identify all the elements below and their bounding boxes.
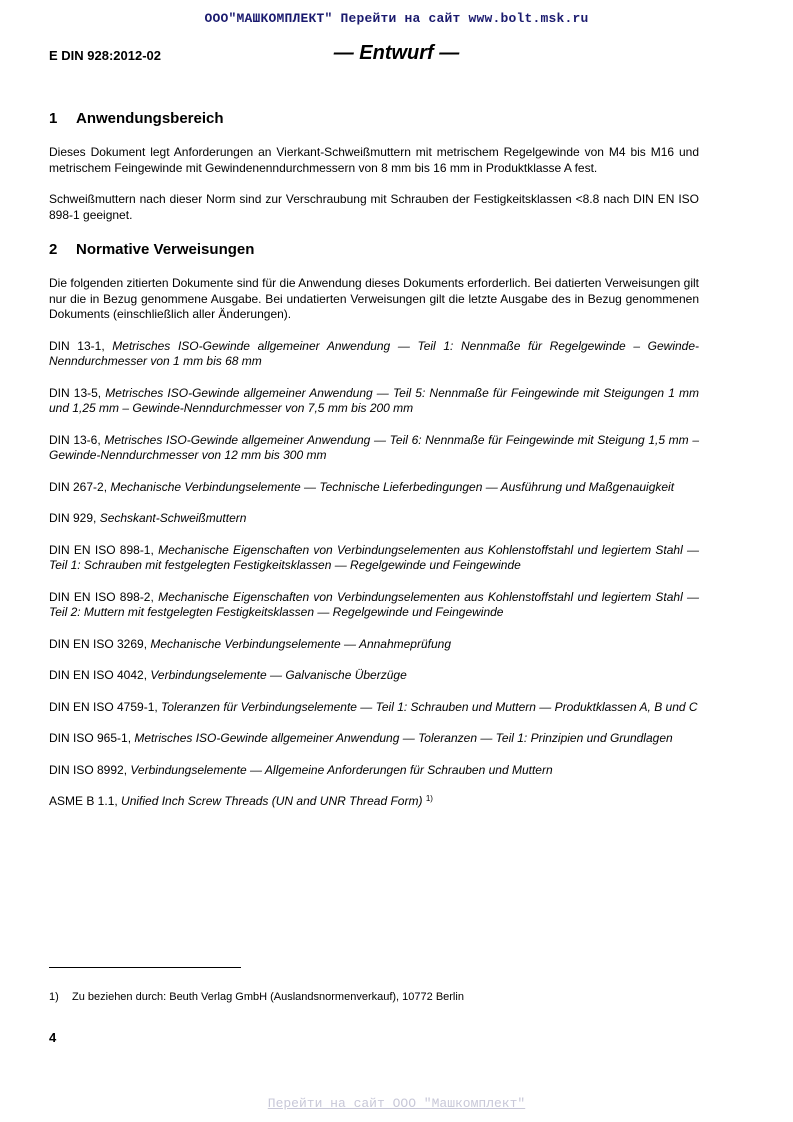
footnote: [49, 991, 464, 1003]
footnote-text: Zu beziehen durch: Beuth Verlag GmbH (Auslandsnormenverkauf), 10772 Berlin: [72, 991, 464, 1003]
reference-item: [49, 543, 699, 574]
reference-code: DIN EN ISO 4759-1,: [49, 699, 162, 714]
reference-item: [49, 386, 699, 417]
reference-code: DIN EN ISO 3269,: [49, 636, 151, 651]
reference-code: DIN 13-5,: [49, 385, 106, 400]
reference-item: [49, 794, 699, 810]
section-1-heading: [49, 110, 699, 128]
reference-code: DIN ISO 965-1,: [49, 731, 135, 745]
reference-code: DIN 13-1,: [49, 338, 113, 353]
reference-item: [49, 590, 699, 621]
reference-title: Metrisches ISO-Gewinde allgemeiner Anwendung — Toleranzen — Teil 1: Prinzipien und Grundlagen: [134, 731, 673, 745]
reference-title: Toleranzen für Verbindungselemente — Teil 1: Schrauben und Muttern — Produktklassen A, B und C: [161, 699, 698, 714]
reference-title: Sechskant-Schweißmuttern: [99, 511, 247, 525]
reference-item: [49, 637, 699, 653]
reference-item: [49, 339, 699, 370]
reference-item: [49, 763, 699, 779]
reference-item: [49, 731, 699, 747]
reference-code: DIN 929,: [49, 511, 100, 525]
reference-title: Unified Inch Screw Threads (UN and UNR Thread Form): [121, 794, 423, 808]
section-2-heading: [49, 241, 699, 259]
section-1-number: 1: [49, 110, 58, 127]
footnote-number: 1): [49, 991, 59, 1003]
section-2-number: 2: [49, 241, 58, 258]
page-number: 4: [49, 1030, 57, 1045]
reference-code: DIN EN ISO 898-2,: [49, 589, 159, 604]
reference-title: Mechanische Verbindungselemente — Technische Lieferbedingungen — Ausführung und Maßgenauigkeit: [110, 479, 675, 494]
document-id: E DIN 928:2012-02: [49, 48, 162, 63]
reference-title: Verbindungselemente — Galvanische Überzüge: [150, 668, 407, 682]
reference-code: DIN EN ISO 898-1,: [49, 542, 159, 557]
section-1-paragraph-2: Schweißmuttern nach dieser Norm sind zur Verschraubung mit Schrauben der Festigkeitsklassen <8.8 nach DIN EN ISO 898-1 geeignet.: [49, 192, 699, 222]
bottom-site-link[interactable]: Перейти на сайт ООО "Машкомплект": [267, 1096, 526, 1111]
reference-item: [49, 433, 699, 464]
reference-title: Metrisches ISO-Gewinde allgemeiner Anwendung — Teil 6: Nennmaße für Feingewinde mit Steigung 1,5 mm – Gewinde-Nenndurchmesser von 12 mm bis 300 mm: [49, 432, 699, 462]
document-body: [49, 110, 699, 826]
reference-code: DIN ISO 8992,: [49, 762, 131, 777]
section-2-intro: Die folgenden zitierten Dokumente sind für die Anwendung dieses Dokuments erforderlich. Bei datierten Verweisungen gilt nur die in Bezug genommene Ausgabe. Bei undatierten Verweisungen gilt die letzte Ausgabe des in Bezug genommenen Dokuments (einschließlich aller Änderungen).: [49, 276, 699, 321]
reference-code: DIN 13-6,: [49, 432, 105, 447]
reference-code: DIN 267-2,: [49, 479, 111, 494]
footnote-separator: [49, 967, 241, 968]
reference-code: DIN EN ISO 4042,: [49, 668, 151, 682]
draft-label: — Entwurf —: [333, 42, 460, 64]
reference-item: [49, 480, 699, 496]
reference-title: Mechanische Eigenschaften von Verbindungselementen aus Kohlenstoffstahl und legiertem Stahl — Teil 1: Schrauben mit festgelegten Festigkeitsklassen — Regelgewinde und Feingewinde: [49, 542, 699, 572]
reference-title: Metrisches ISO-Gewinde allgemeiner Anwendung — Teil 5: Nennmaße für Feingewinde mit Steigungen 1 mm und 1,25 mm – Gewinde-Nenndurchmesser von 7,5 mm bis 200 mm: [49, 385, 699, 415]
section-2-title: Normative Verweisungen: [76, 241, 255, 258]
reference-title: Mechanische Eigenschaften von Verbindungselementen aus Kohlenstoffstahl und legiertem Stahl — Teil 2: Muttern mit festgelegten Festigkeitsklassen — Regelgewinde und Feingewinde: [49, 589, 699, 619]
reference-title: Verbindungselemente — Allgemeine Anforderungen für Schrauben und Muttern: [130, 762, 553, 777]
reference-title: Metrisches ISO-Gewinde allgemeiner Anwendung — Teil 1: Nennmaße für Regelgewinde – Gewinde-Nenndurchmesser von 1 mm bis 68 mm: [49, 338, 700, 368]
reference-list: [49, 339, 699, 810]
reference-item: [49, 700, 699, 716]
site-banner-link[interactable]: ООО"МАШКОМПЛЕКТ" Перейти на сайт www.bolt.msk.ru: [204, 11, 589, 26]
reference-item: [49, 511, 699, 527]
footnote-marker: 1): [425, 794, 433, 803]
section-1-title: Anwendungsbereich: [76, 110, 224, 127]
section-1-paragraph-1: Dieses Dokument legt Anforderungen an Vierkant-Schweißmuttern mit metrischem Regelgewinde von M4 bis M16 und metrischem Feingewinde mit Gewindenenndurchmessern von 8 mm bis 16 mm in Produktklasse A fest.: [49, 145, 699, 175]
reference-code: ASME B 1.1,: [49, 794, 122, 808]
reference-title: Mechanische Verbindungselemente — Annahmeprüfung: [150, 636, 452, 651]
reference-item: [49, 668, 699, 684]
